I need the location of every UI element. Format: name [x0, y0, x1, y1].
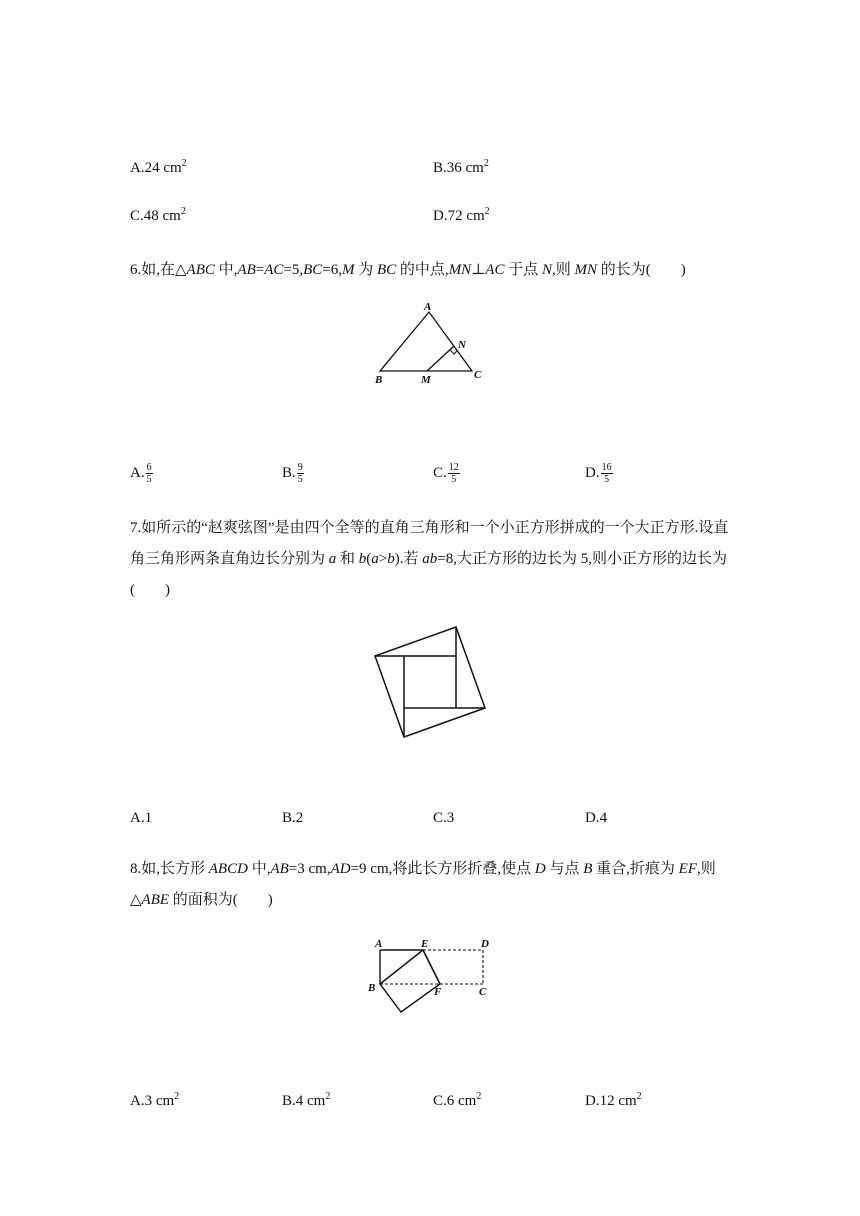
q8-label-f: F	[434, 986, 442, 998]
q6-option-a[interactable]: A. $\frac{6}{5}$	[130, 462, 152, 485]
q6-label-n: N	[458, 339, 466, 351]
q7-option-b[interactable]: B.2	[282, 810, 304, 826]
q6-label-m: M	[421, 374, 431, 386]
q8-label-c: C	[479, 986, 487, 998]
fraction: $\frac{6}{5}$	[146, 462, 152, 485]
q7-stem: 7.如所示的“赵爽弦图”是由四个全等的直角三角形和一个小正方形拼成的一个大正方形.设直角三角形两条直角边长分别为 a 和 b(a>b).若 ab=8,大正方形的边长为 5,则小正方形的边长为( )	[130, 520, 729, 598]
q6-stem: 6.如,在△ABC 中,AB=AC=5,BC=6,M 为 BC 的中点,MN⊥AC 于点 N,则 MN 的长为( )	[130, 262, 686, 278]
q5-option-c[interactable]: C.48 $cm^2$	[130, 206, 186, 224]
q7-option-c[interactable]: C.3	[433, 810, 455, 826]
q6-label-c: C	[474, 369, 482, 381]
q6-label-b: B	[375, 374, 383, 386]
q6-option-b[interactable]: B. $\frac{9}{5}$	[282, 462, 303, 485]
q7-zhaoshuang-figure	[370, 622, 490, 742]
q8-option-d[interactable]: D.12 $cm^2$	[585, 1091, 642, 1109]
q5-option-d[interactable]: D.72 $cm^2$	[433, 206, 490, 224]
q6-option-d[interactable]: D. $\frac{16}{5}$	[585, 462, 612, 485]
q8-option-a[interactable]: A.3 $cm^2$	[130, 1091, 180, 1109]
fraction: $\frac{16}{5}$	[601, 462, 612, 485]
q8-label-e: E	[421, 938, 429, 950]
q7-option-d[interactable]: D.4	[585, 810, 608, 826]
q8-option-b[interactable]: B.4 $cm^2$	[282, 1091, 331, 1109]
q7-option-a[interactable]: A.1	[130, 810, 153, 826]
q6-triangle-figure	[370, 300, 500, 390]
q8-label-a: A	[375, 938, 383, 950]
q5-option-a[interactable]: A.24 $cm^2$	[130, 158, 187, 176]
q8-label-b: B	[368, 982, 376, 994]
q8-option-c[interactable]: C.6 $cm^2$	[433, 1091, 482, 1109]
fraction: $\frac{12}{5}$	[448, 462, 459, 485]
q8-rectangle-fold-figure	[365, 935, 500, 1020]
q6-option-c[interactable]: C. $\frac{12}{5}$	[433, 462, 459, 485]
q8-label-d: D	[481, 938, 489, 950]
fraction: $\frac{9}{5}$	[297, 462, 303, 485]
q5-option-b[interactable]: B.36 $cm^2$	[433, 158, 489, 176]
q6-label-a: A	[424, 301, 432, 313]
q8-stem: 8.如,长方形 ABCD 中,AB=3 cm,AD=9 cm,将此长方形折叠,使点 D 与点 B 重合,折痕为 EF,则△ABE 的面积为( )	[130, 861, 716, 908]
